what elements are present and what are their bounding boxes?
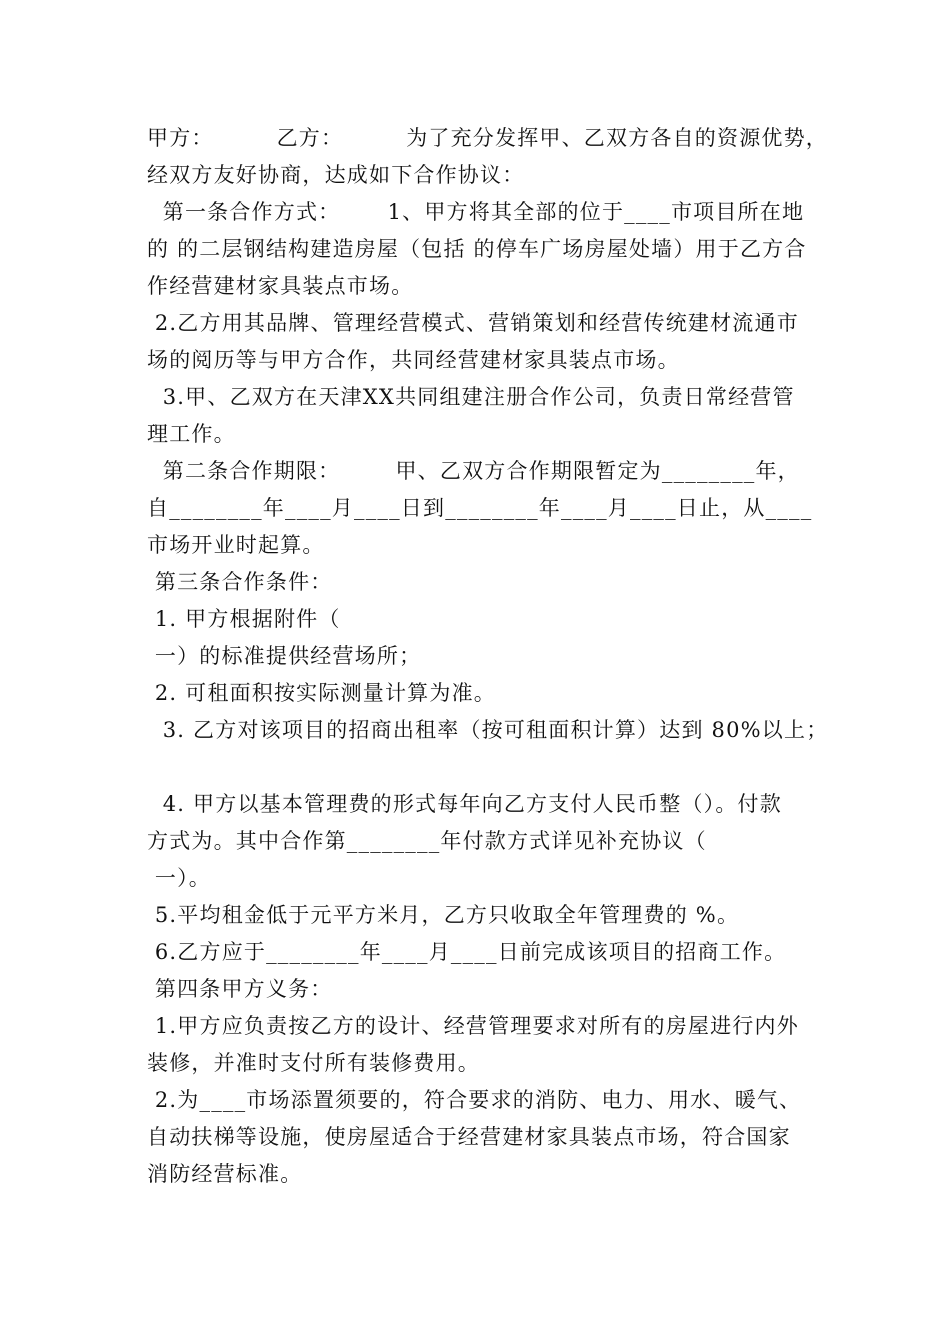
text-line: 一）的标准提供经营场所； [147, 644, 422, 668]
text-line: 6.乙方应于________年____月____日前完成该项目的招商工作。 [147, 940, 787, 964]
text-line: 5.平均租金低于元平方米月，乙方只收取全年管理费的 %。 [147, 903, 740, 927]
text-line: 市场开业时起算。 [147, 533, 325, 557]
text-line: 消防经营标准。 [147, 1162, 303, 1186]
text-line: 甲方： 乙方： 为了充分发挥甲、乙双方各自的资源优势， [147, 126, 829, 150]
text-line: 第三条合作条件： [147, 570, 333, 594]
text-line: 第二条合作期限： 甲、乙双方合作期限暂定为________年， [147, 459, 800, 483]
text-line: 方式为。其中合作第________年付款方式详见补充协议（ [147, 829, 707, 853]
text-line: 2.为____市场添置须要的，符合要求的消防、电力、用水、暖气、 [147, 1088, 802, 1112]
text-line: 4. 甲方以基本管理费的形式每年向乙方支付人民币整（）。付款 [147, 792, 782, 816]
text-line: 2.乙方用其品牌、管理经营模式、营销策划和经营传统建材流通市 [147, 311, 799, 335]
text-line: 第一条合作方式： 1、甲方将其全部的位于____市项目所在地 [147, 200, 805, 224]
text-line: 自动扶梯等设施，使房屋适合于经营建材家具装点市场，符合国家 [147, 1125, 791, 1149]
text-line: 装修，并准时支付所有装修费用。 [147, 1051, 480, 1075]
text-line: 经双方友好协商，达成如下合作协议： [147, 163, 525, 187]
text-line: 场的阅历等与甲方合作，共同经营建材家具装点市场。 [147, 348, 680, 372]
text-line: 自________年____月____日到________年____月____日止，从____ [147, 496, 813, 520]
text-line: 第四条甲方义务： [147, 977, 333, 1001]
text-line: 2. 可租面积按实际测量计算为准。 [147, 681, 496, 705]
text-line: 3.甲、乙双方在天津XX共同组建注册合作公司，负责日常经营管 [147, 385, 795, 409]
text-line: 1.甲方应负责按乙方的设计、经营管理要求对所有的房屋进行内外 [147, 1014, 799, 1038]
text-line: 作经营建材家具装点市场。 [147, 274, 414, 298]
text-line: 3. 乙方对该项目的招商出租率（按可租面积计算）达到 80%以上； [147, 718, 829, 742]
text-line: 一）。 [147, 866, 211, 890]
text-line: 1. 甲方根据附件（ [147, 607, 341, 631]
text-line: 理工作。 [147, 422, 236, 446]
text-line: 的 的二层钢结构建造房屋（包括 的停车广场房屋处墙）用于乙方合 [147, 237, 807, 261]
